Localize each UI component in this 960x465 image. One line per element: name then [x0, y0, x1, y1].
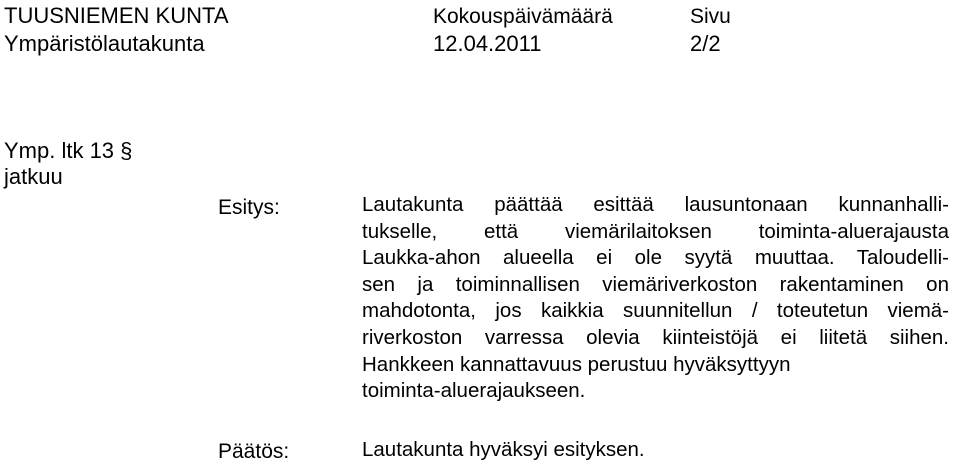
proposal-line: mahdotonta, jos kaikkia suunnitellun / toteutetun viemä-	[362, 299, 949, 323]
proposal-line: riverkoston varressa olevia kiinteistöjä ei liitetä siihen.	[362, 325, 949, 349]
proposal-line: sen ja toiminnallisen viemäriverkoston rakentaminen on	[362, 272, 949, 296]
section-continued: jatkuu	[4, 164, 63, 189]
proposal-line: toiminta-aluerajaukseen.	[362, 379, 586, 403]
decision-label: Päätös:	[218, 440, 290, 463]
meeting-date: 12.04.2011	[433, 31, 542, 56]
meeting-date-label: Kokouspäivämäärä	[433, 5, 613, 28]
organization-name: TUUSNIEMEN KUNTA	[4, 3, 229, 28]
proposal-line: Laukka-ahon alueella ei ole syytä muuttaa. Taloudelli-	[362, 246, 949, 270]
decision-text: Lautakunta hyväksyi esityksen.	[362, 438, 645, 461]
department-name: Ympäristölautakunta	[4, 31, 205, 56]
page-number: 2/2	[690, 31, 721, 56]
section-title: Ymp. ltk 13 §	[4, 138, 133, 163]
proposal-label: Esitys:	[218, 196, 280, 219]
proposal-text	[362, 192, 949, 405]
proposal-line: Lautakunta päättää esittää lausuntonaan kunnanhalli-	[362, 193, 949, 216]
page-label: Sivu	[690, 5, 731, 28]
proposal-line: Hankkeen kannattavuus perustuu hyväksyttyyn	[362, 352, 791, 376]
proposal-line: tukselle, että viemärilaitoksen toiminta-aluerajausta	[362, 219, 949, 243]
